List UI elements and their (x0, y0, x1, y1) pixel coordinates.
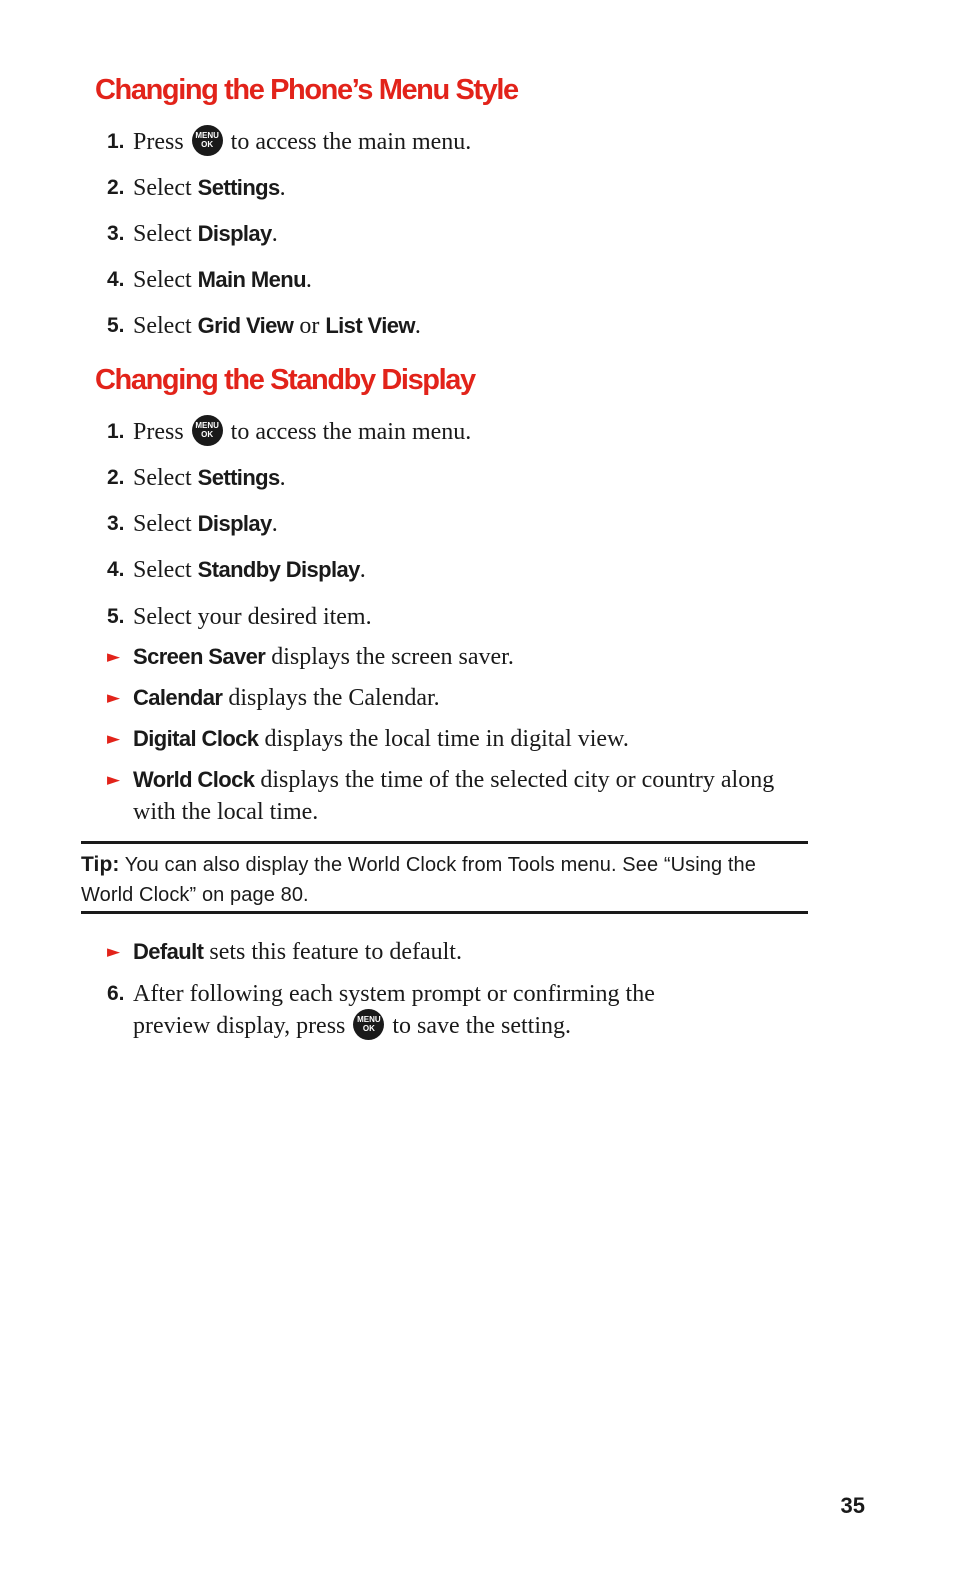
tip-box (81, 841, 808, 914)
menu-ok-key-icon: MENU OK (192, 415, 223, 446)
section-heading-menu-style: Changing the Phone’s Menu Style (95, 74, 518, 106)
page-number: 35 (840, 1493, 865, 1518)
section-heading-standby-display: Changing the Standby Display (95, 364, 475, 396)
menu-ok-key-icon: MENU OK (192, 125, 223, 156)
tip-text: You can also display the World Clock from Tools menu. See “Using the World Clock” on page 80. (81, 854, 757, 906)
triangle-bullet-icon: ► (107, 688, 121, 708)
triangle-bullet-icon: ► (107, 647, 121, 667)
manual-page: Changing the Phone’s Menu Style 1. Press MENU OK to access the main menu. 2. Select Settings. 3. Select Display. 4. Select Main Menu. 5. Select Grid View or List View. Changing the Standby Display 1. Press MENU OK to access the main menu. 2. Select Settings. 3. Select Display. 4. Select Standby Display. 5. Select your desired item. ► Screen Saver displays the screen saver. ► Calendar displays the Calendar. ► Digital Clock displays the local time in digital view. ► World Clock displays the time of the selected city or country along with the local time. Tip: You can also display the World Clock from Tools menu. See “Using the World Clock” on page 80. ► Default sets this feature to default. 6. After following each system prompt or confirming the preview display, press MENU OK to save the setting. 35 (81, 74, 865, 1518)
triangle-bullet-icon: ► (107, 770, 121, 790)
menu-ok-key-icon: MENU OK (353, 1009, 384, 1040)
triangle-bullet-icon: ► (107, 729, 121, 749)
step-6: 6. After following each system prompt or confirming the preview display, press MENU OK to save the setting. (107, 981, 655, 1039)
tip-label: Tip: (81, 853, 120, 876)
triangle-bullet-icon: ► (107, 942, 121, 962)
